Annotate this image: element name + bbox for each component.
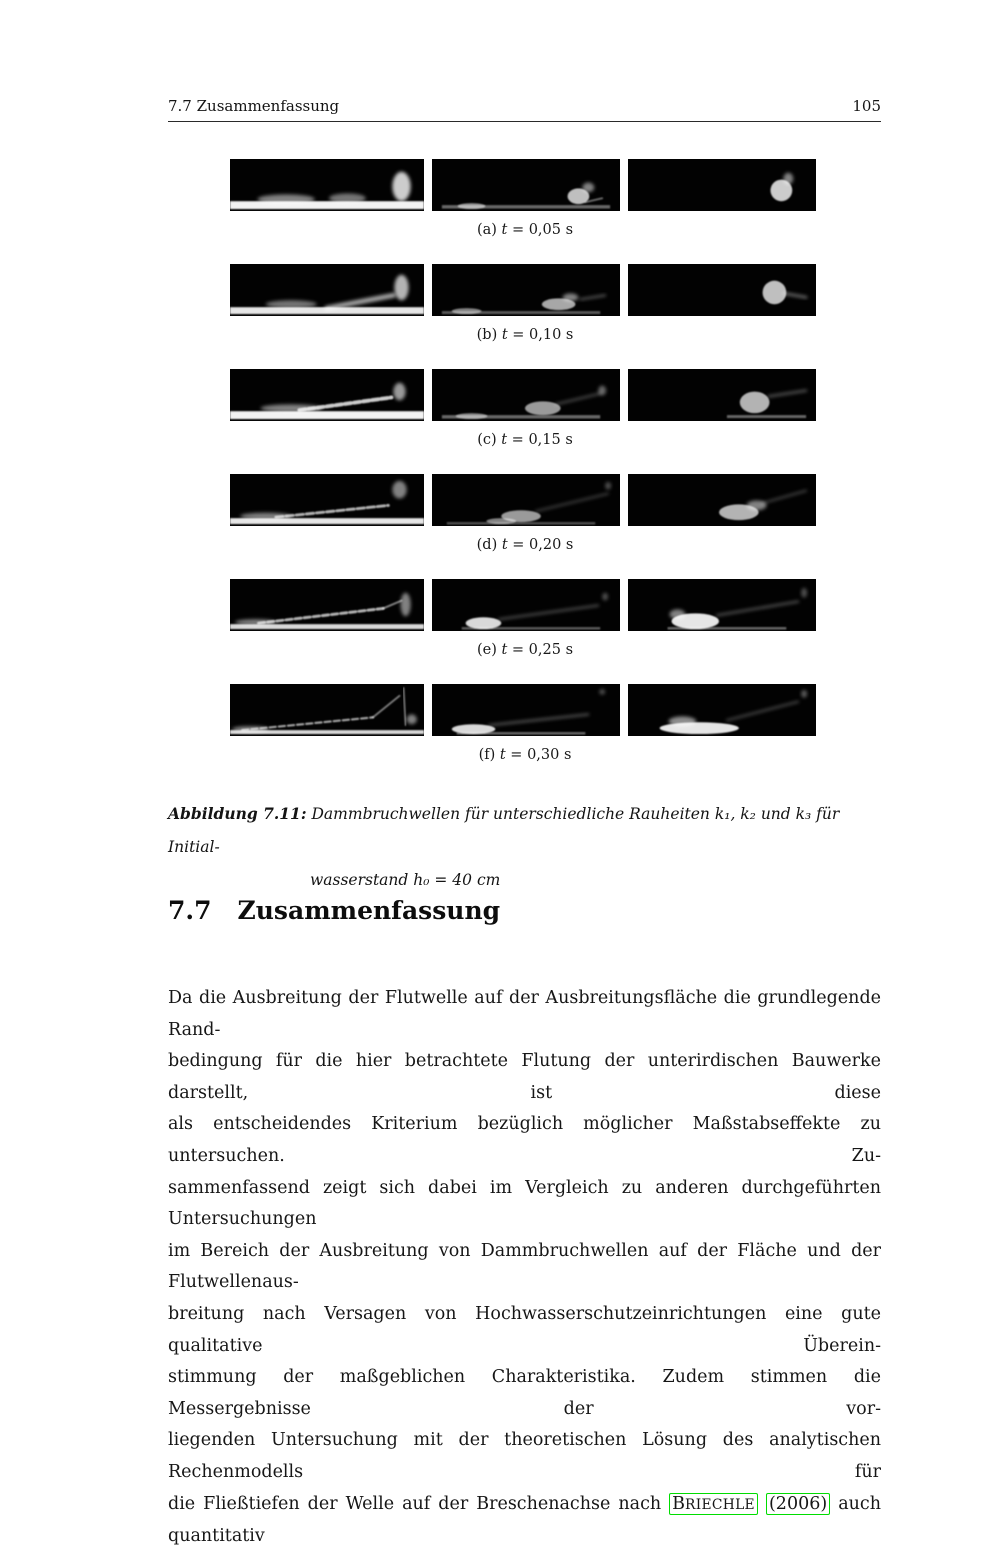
figure-caption-label: Abbildung 7.11: xyxy=(168,804,307,823)
figure-caption-text: Dammbruchwellen für unterschiedliche Rauheiten k₁, k₂ und k₃ für Initial- xyxy=(168,805,840,856)
experiment-photo-a-2 xyxy=(432,159,620,211)
experiment-photo-d-3 xyxy=(628,474,816,526)
experiment-photo-f-3 xyxy=(628,684,816,736)
figure-caption-line2: wasserstand h₀ = 40 cm xyxy=(310,871,501,889)
photo-strip-a xyxy=(230,159,820,211)
experiment-photo-c-3 xyxy=(628,369,816,421)
row-caption-b: (b) t = 0,10 s xyxy=(476,327,574,343)
photo-strip-e xyxy=(230,579,820,631)
figure-caption xyxy=(168,797,881,897)
experiment-photo-b-2 xyxy=(432,264,620,316)
figure-row-c xyxy=(230,369,820,450)
experiment-photo-e-2 xyxy=(432,579,620,631)
experiment-photo-b-1 xyxy=(230,264,424,316)
row-caption-d: (d) t = 0,20 s xyxy=(476,537,574,553)
figure-row-a xyxy=(230,159,820,240)
body-line-9: die Fließtiefen der Welle auf der Breschenachse nach BRIECHLE (2006) auch quantitativ xyxy=(168,1493,881,1547)
header-rule xyxy=(168,121,881,122)
experiment-photo-c-2 xyxy=(432,369,620,421)
photo-strip-f xyxy=(230,684,820,736)
experiment-photo-a-1 xyxy=(230,159,424,211)
section-number: 7.7 xyxy=(168,896,212,925)
body-line-2: bedingung für die hier betrachtete Flutung der unterirdischen Bauwerke darstellt, ist diese xyxy=(168,1051,881,1103)
row-caption-f: (f) t = 0,30 s xyxy=(478,747,572,763)
body-line-5: im Bereich der Ausbreitung von Dammbruchwellen auf der Fläche und der Flutwellenaus- xyxy=(168,1240,881,1293)
body-line-1: Da die Ausbreitung der Flutwelle auf der Ausbreitungsfläche die grundlegende Rand- xyxy=(168,988,881,1040)
experiment-photo-e-3 xyxy=(628,579,816,631)
row-caption-e: (e) t = 0,25 s xyxy=(476,642,574,658)
section-heading xyxy=(168,896,500,925)
experiment-photo-c-1 xyxy=(230,369,424,421)
photo-strip-d xyxy=(230,474,820,526)
row-caption-c: (c) t = 0,15 s xyxy=(477,432,573,448)
photo-strip-b xyxy=(230,264,820,316)
body-line-4: sammenfassend zeigt sich dabei im Vergleich zu anderen durchgeführten Untersuchungen xyxy=(168,1177,881,1230)
photo-strip-c xyxy=(230,369,820,421)
figure-row-b xyxy=(230,264,820,345)
running-header xyxy=(168,97,881,115)
page-number: 105 xyxy=(852,97,881,115)
figure-row-e xyxy=(230,579,820,660)
figure-caption-line1 xyxy=(168,797,881,864)
figure-rows xyxy=(230,159,820,789)
body-line-3: als entscheidendes Kriterium bezüglich möglicher Maßstabseffekte zu untersuchen. Zu- xyxy=(168,1114,881,1166)
experiment-photo-f-2 xyxy=(432,684,620,736)
experiment-photo-a-3 xyxy=(628,159,816,211)
body-line-6: breitung nach Versagen von Hochwasserschutzeinrichtungen eine gute qualitative Überein- xyxy=(168,1303,881,1356)
experiment-photo-f-1 xyxy=(230,684,424,736)
experiment-photo-b-3 xyxy=(628,264,816,316)
section-title: Zusammenfassung xyxy=(237,896,501,925)
figure-row-d xyxy=(230,474,820,555)
experiment-photo-d-1 xyxy=(230,474,424,526)
citation-year-link[interactable]: (2006) xyxy=(766,1493,830,1515)
row-caption-a: (a) t = 0,05 s xyxy=(476,222,574,238)
running-header-section: 7.7 Zusammenfassung xyxy=(168,97,340,115)
body-line-8: liegenden Untersuchung mit der theoretischen Lösung des analytischen Rechenmodells für xyxy=(168,1430,881,1482)
citation-author-link[interactable]: BRIECHLE xyxy=(669,1493,758,1515)
body-line-7: stimmung der maßgeblichen Charakteristika. Zudem stimmen die Messergebnisse der vor- xyxy=(168,1367,881,1419)
body-paragraph xyxy=(168,983,881,1553)
experiment-photo-d-2 xyxy=(432,474,620,526)
experiment-photo-e-1 xyxy=(230,579,424,631)
figure-row-f xyxy=(230,684,820,765)
